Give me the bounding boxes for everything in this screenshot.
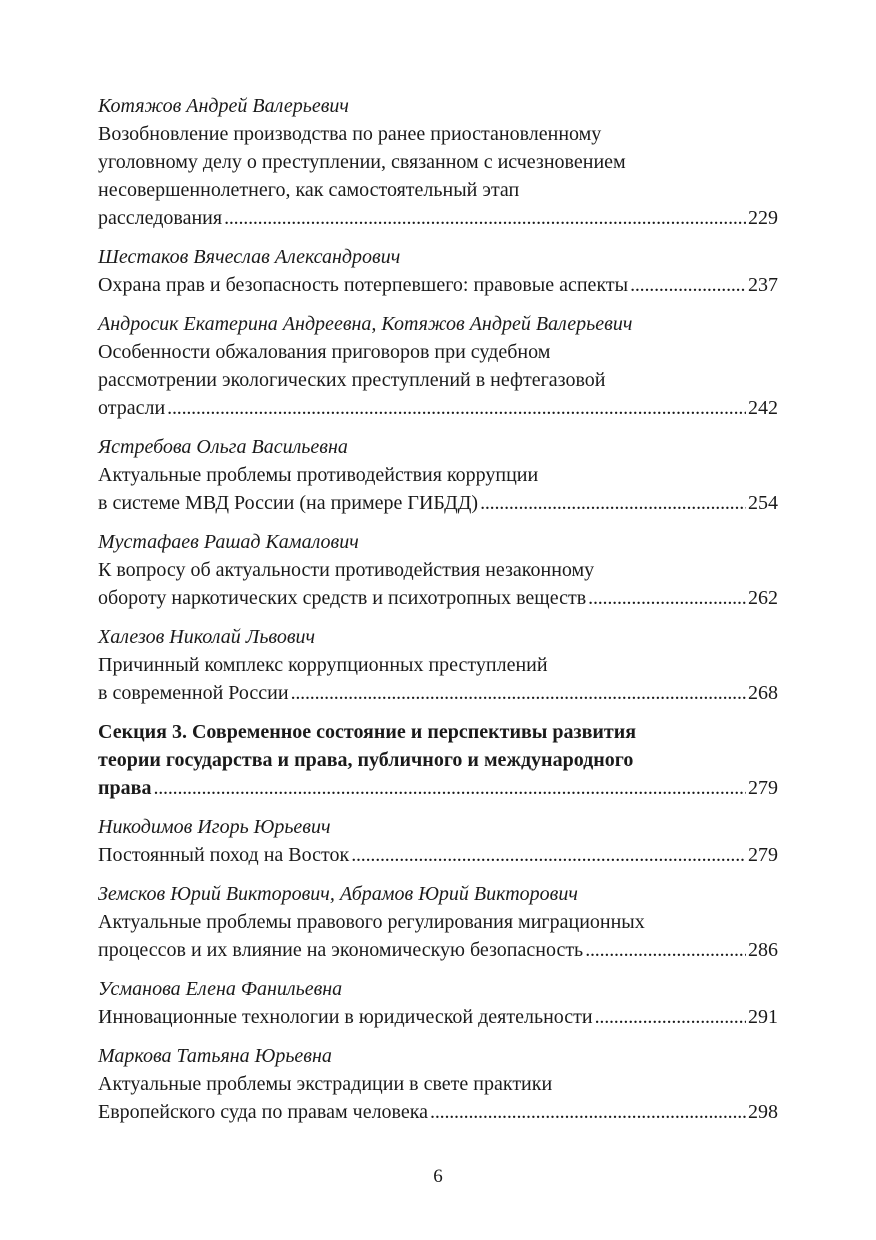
toc-author: Шестаков Вячеслав Александрович	[98, 246, 401, 268]
toc-title-last-line	[98, 1003, 778, 1031]
toc-page-number: 279	[748, 844, 778, 866]
toc-author: Котяжов Андрей Валерьевич	[98, 95, 349, 117]
section-title-line: теории государства и права, публичного и международного	[98, 749, 634, 771]
dot-leader	[595, 1003, 746, 1031]
toc-entry[interactable]	[98, 975, 778, 1031]
toc-page-number: 254	[748, 492, 778, 514]
toc-title-text: Европейского суда по правам человека	[98, 1101, 429, 1123]
toc-author: Земсков Юрий Викторович, Абрамов Юрий Викторович	[98, 883, 578, 905]
section-title-text: права	[98, 777, 152, 799]
toc-title-text: в системе МВД России (на примере ГИБДД)	[98, 492, 479, 514]
toc-author: Никодимов Игорь Юрьевич	[98, 816, 331, 838]
toc-entry[interactable]	[98, 1042, 778, 1126]
toc-title-last-line	[98, 394, 778, 422]
toc-title-last-line	[98, 1098, 778, 1126]
dot-leader	[630, 271, 746, 299]
toc-title-line: Актуальные проблемы экстрадиции в свете практики	[98, 1073, 553, 1095]
section-page-number: 279	[748, 777, 778, 799]
toc-page-number: 237	[748, 274, 778, 296]
dot-leader	[224, 204, 746, 232]
toc-title-last-line	[98, 489, 778, 517]
toc-title-last-line	[98, 204, 778, 232]
toc-title-line: Возобновление производства по ранее приостановленному	[98, 123, 602, 145]
toc-page-number: 268	[748, 682, 778, 704]
toc-page-number: 298	[748, 1101, 778, 1123]
toc-title-last-line	[98, 841, 778, 869]
toc-entry[interactable]	[98, 310, 778, 422]
toc-entry[interactable]	[98, 528, 778, 612]
toc-title-line: Актуальные проблемы правового регулирования миграционных	[98, 911, 645, 933]
toc-title-line: уголовному делу о преступлении, связанном с исчезновением	[98, 151, 626, 173]
toc-author: Маркова Татьяна Юрьевна	[98, 1045, 332, 1067]
toc-title-last-line	[98, 936, 778, 964]
toc-title-text: Охрана прав и безопасность потерпевшего: правовые аспекты	[98, 274, 629, 296]
section-title-line: Секция 3. Современное состояние и перспективы развития	[98, 721, 637, 743]
toc-title-line: Особенности обжалования приговоров при судебном	[98, 341, 551, 363]
toc-entry[interactable]	[98, 433, 778, 517]
toc-title-text: отрасли	[98, 397, 166, 419]
page-number-footer: 6	[433, 1166, 443, 1187]
toc-author: Усманова Елена Фанильевна	[98, 978, 343, 1000]
toc-title-last-line	[98, 679, 778, 707]
dot-leader	[430, 1098, 746, 1126]
toc-title-line: несовершеннолетнего, как самостоятельный этап	[98, 179, 520, 201]
dot-leader	[351, 841, 746, 869]
table-of-contents	[98, 92, 778, 1137]
toc-title-last-line	[98, 271, 778, 299]
toc-section-heading[interactable]	[98, 718, 778, 802]
toc-author: Халезов Николай Львович	[98, 626, 316, 648]
toc-title-line: К вопросу об актуальности противодействия незаконному	[98, 559, 595, 581]
dot-leader	[291, 679, 746, 707]
toc-title-line: Актуальные проблемы противодействия коррупции	[98, 464, 539, 486]
dot-leader	[588, 584, 746, 612]
toc-title-line: Причинный комплекс коррупционных преступлений	[98, 654, 548, 676]
toc-title-text: в современной России	[98, 682, 289, 704]
toc-title-text: Постоянный поход на Восток	[98, 844, 350, 866]
toc-page-number: 229	[748, 207, 778, 229]
section-title-last-line	[98, 774, 778, 802]
toc-title-text: процессов и их влияние на экономическую безопасность	[98, 939, 584, 961]
toc-page-number: 291	[748, 1006, 778, 1028]
toc-author: Андросик Екатерина Андреевна, Котяжов Андрей Валерьевич	[98, 313, 633, 335]
dot-leader	[585, 936, 746, 964]
toc-entry[interactable]	[98, 92, 778, 232]
toc-entry[interactable]	[98, 623, 778, 707]
toc-entry[interactable]	[98, 243, 778, 299]
toc-page-number: 262	[748, 587, 778, 609]
toc-author: Ястребова Ольга Васильевна	[98, 436, 348, 458]
toc-page-number: 286	[748, 939, 778, 961]
toc-title-line: рассмотрении экологических преступлений в нефтегазовой	[98, 369, 606, 391]
toc-title-text: обороту наркотических средств и психотропных веществ	[98, 587, 587, 609]
toc-title-last-line	[98, 584, 778, 612]
toc-title-text: расследования	[98, 207, 223, 229]
toc-author: Мустафаев Рашад Камалович	[98, 531, 359, 553]
toc-entry[interactable]	[98, 880, 778, 964]
dot-leader	[480, 489, 746, 517]
toc-page-number: 242	[748, 397, 778, 419]
toc-entry[interactable]	[98, 813, 778, 869]
dot-leader	[167, 394, 746, 422]
dot-leader	[153, 774, 746, 802]
toc-title-text: Инновационные технологии в юридической деятельности	[98, 1006, 593, 1028]
